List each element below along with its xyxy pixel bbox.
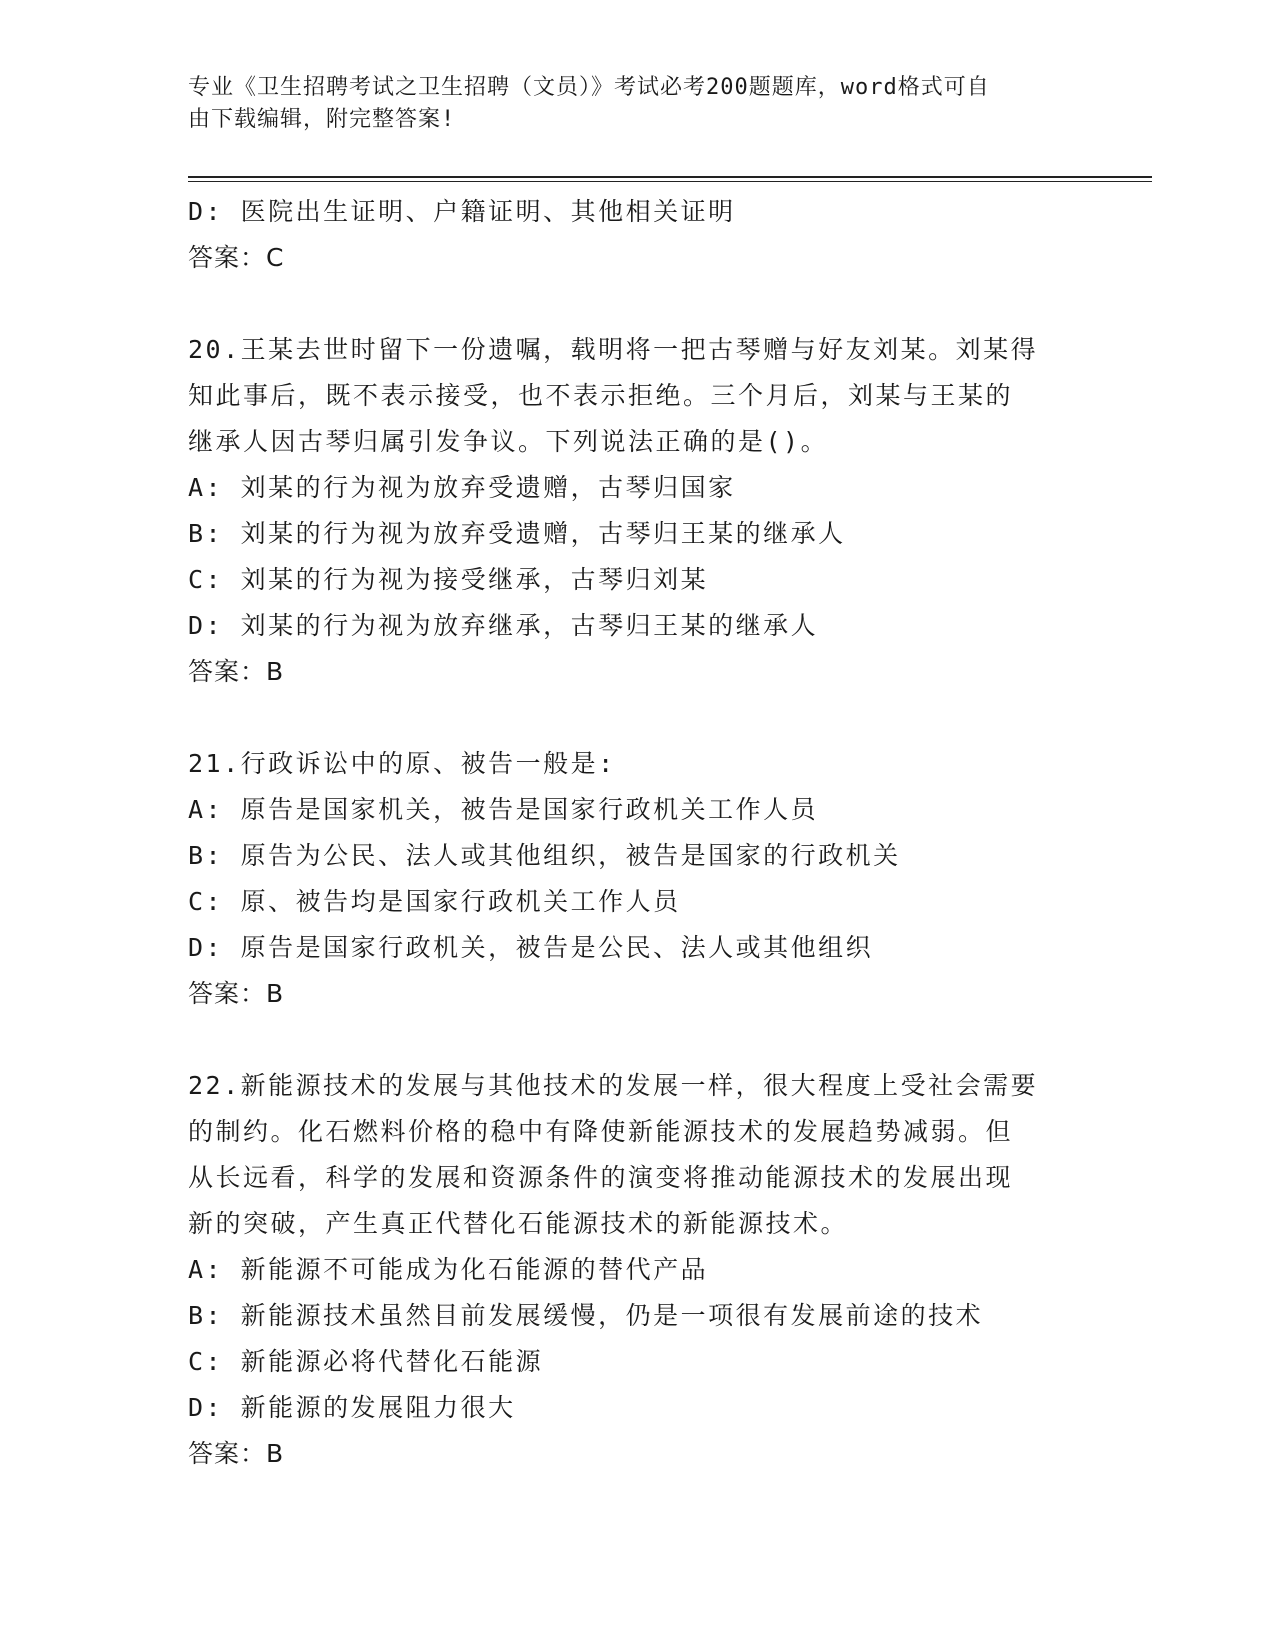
option-b: B: 刘某的行为视为放弃受遗赠，古琴归王某的继承人 (188, 519, 846, 548)
option-a: A: 原告是国家机关，被告是国家行政机关工作人员 (188, 795, 819, 824)
option-b: B: 原告为公民、法人或其他组织，被告是国家的行政机关 (188, 841, 901, 870)
question-stem-line: 知此事后，既不表示接受，也不表示拒绝。三个月后，刘某与王某的 (188, 381, 1014, 410)
answer: 答案：C (188, 243, 285, 272)
question-20 (188, 327, 1088, 695)
header-divider-thin (188, 181, 1152, 182)
spacer (188, 281, 1088, 327)
question-stem-line: 新的突破，产生真正代替化石能源技术的新能源技术。 (188, 1209, 849, 1238)
spacer (188, 1017, 1088, 1063)
question-stem-line: 21.行政诉讼中的原、被告一般是: (188, 749, 616, 778)
option-b: B: 新能源技术虽然目前发展缓慢，仍是一项很有发展前途的技术 (188, 1301, 984, 1330)
question-21 (188, 741, 1088, 1017)
option-a: A: 新能源不可能成为化石能源的替代产品 (188, 1255, 709, 1284)
question-22 (188, 1063, 1088, 1477)
option-c: C: 新能源必将代替化石能源 (188, 1347, 544, 1376)
answer: 答案：B (188, 657, 285, 686)
option-d: D: 医院出生证明、户籍证明、其他相关证明 (188, 197, 736, 226)
spacer (188, 695, 1088, 741)
option-c: C: 原、被告均是国家行政机关工作人员 (188, 887, 681, 916)
question-stem-line: 20.王某去世时留下一份遗嘱，载明将一把古琴赠与好友刘某。刘某得 (188, 335, 1039, 364)
question-stem-line: 继承人因古琴归属引发争议。下列说法正确的是()。 (188, 427, 829, 456)
question-stem-line: 的制约。化石燃料价格的稳中有降使新能源技术的发展趋势减弱。但 (188, 1117, 1014, 1146)
question-content (188, 189, 1088, 1477)
option-a: A: 刘某的行为视为放弃受遗赠，古琴归国家 (188, 473, 736, 502)
question-19-tail (188, 189, 1088, 281)
header-line-2: 由下载编辑，附完整答案! (188, 107, 456, 132)
question-stem-line: 22.新能源技术的发展与其他技术的发展一样，很大程度上受社会需要 (188, 1071, 1039, 1100)
page-header (188, 72, 1068, 136)
option-d: D: 刘某的行为视为放弃继承，古琴归王某的继承人 (188, 611, 819, 640)
option-c: C: 刘某的行为视为接受继承，古琴归刘某 (188, 565, 709, 594)
answer: 答案：B (188, 979, 285, 1008)
option-d: D: 新能源的发展阻力很大 (188, 1393, 516, 1422)
header-divider-thick (188, 176, 1152, 178)
header-line-1: 专业《卫生招聘考试之卫生招聘（文员）》考试必考200题题库，word格式可自 (188, 75, 990, 100)
option-d: D: 原告是国家行政机关，被告是公民、法人或其他组织 (188, 933, 874, 962)
answer: 答案：B (188, 1439, 285, 1468)
question-stem-line: 从长远看，科学的发展和资源条件的演变将推动能源技术的发展出现 (188, 1163, 1014, 1192)
